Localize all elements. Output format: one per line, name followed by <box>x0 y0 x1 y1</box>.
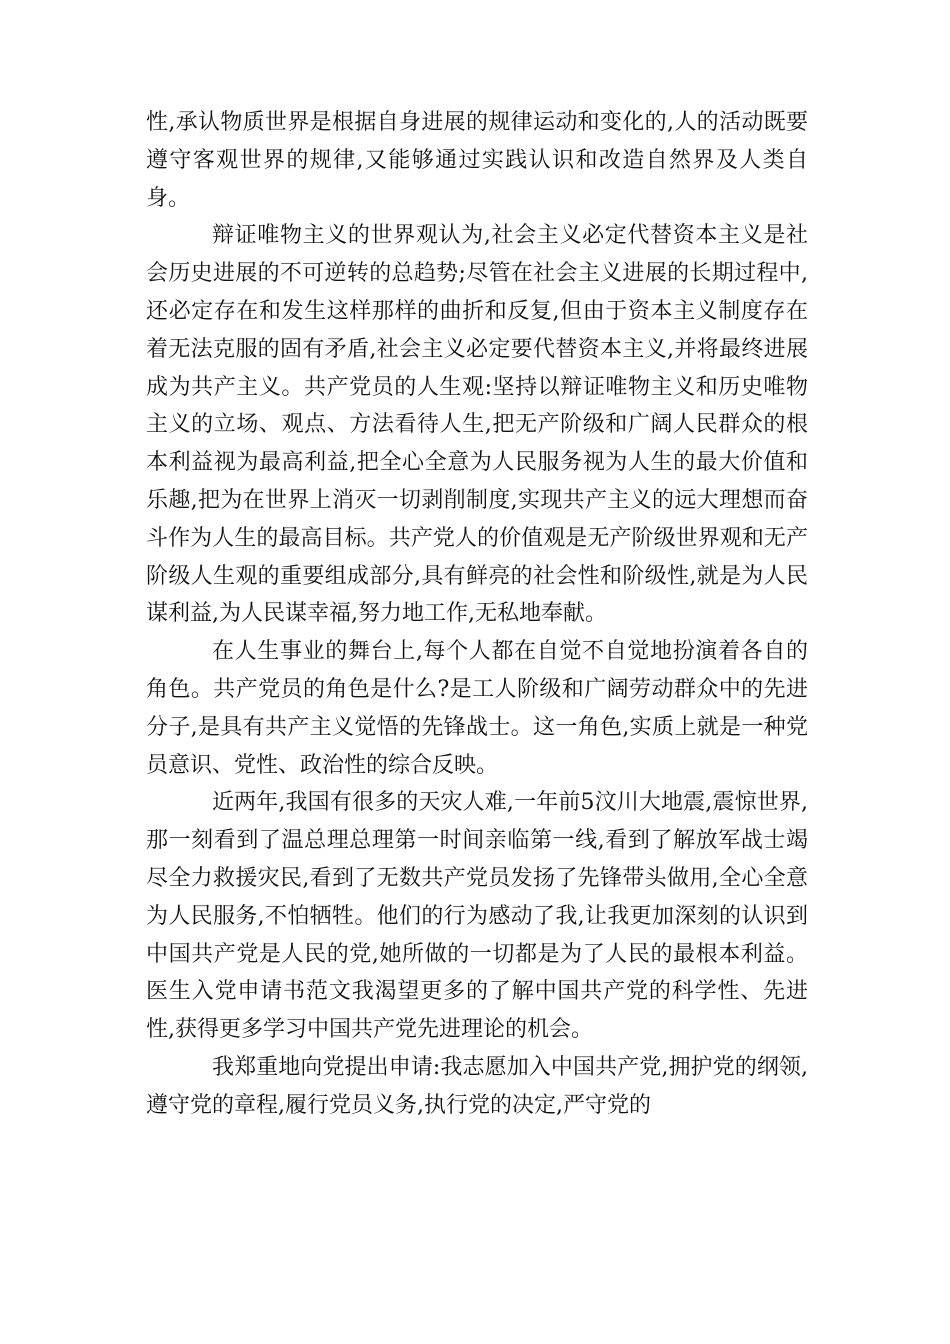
paragraph-2: 辩证唯物主义的世界观认为,社会主义必定代替资本主义是社会历史进展的不可逆转的总趋势;尽管在社会主义进展的长期过程中,还必定存在和发生这样那样的曲折和反复,但由于资本主义制度存在着无法克服的固有矛盾,社会主义必定要代替资本主义,并将最终进展成为共产主义。共产党员的人生观:坚持以辩证唯物主义和历史唯物主义的立场、观点、方法看待人生,把无产阶级和广阔人民群众的根本利益视为最高利益,把全心全意为人民服务视为人生的最大价值和乐趣,把为在世界上消灭一切剥削制度,实现共产主义的远大理想而奋斗作为人生的最高目标。共产党人的价值观是无产阶级世界观和无产阶级人生观的重要组成部分,具有鲜亮的社会性和阶级性,就是为人民谋利益,为人民谋幸福,努力地工作,无私地奉献。 <box>146 223 808 627</box>
document-page <box>146 104 808 1125</box>
paragraph-5: 我郑重地向党提出申请:我志愿加入中国共产党,拥护党的纲领,遵守党的章程,履行党员义务,执行党的决定,严守党的 <box>146 1054 808 1118</box>
paragraph-1: 性,承认物质世界是根据自身进展的规律运动和变化的,人的活动既要遵守客观世界的规律,又能够通过实践认识和改造自然界及人类自身。 <box>146 110 808 211</box>
paragraph-4: 近两年,我国有很多的天灾人难,一年前5汶川大地震,震惊世界,那一刻看到了温总理总理第一时间亲临第一线,看到了解放军战士竭尽全力救援灾民,看到了无数共产党员发扬了先锋带头做用,全心全意为人民服务,不怕牺牲。他们的行为感动了我,让我更加深刻的认识到中国共产党是人民的党,她所做的一切都是为了人民的最根本利益。医生入党申请书范文我渴望更多的了解中国共产党的科学性、先进性,获得更多学习中国共产党先进理论的机会。 <box>146 790 808 1043</box>
paragraph-3: 在人生事业的舞台上,每个人都在自觉不自觉地扮演着各自的角色。共产党员的角色是什么?是工人阶级和广阔劳动群众中的先进分子,是具有共产主义觉悟的先锋战士。这一角色,实质上就是一种党员意识、党性、政治性的综合反映。 <box>146 639 808 778</box>
